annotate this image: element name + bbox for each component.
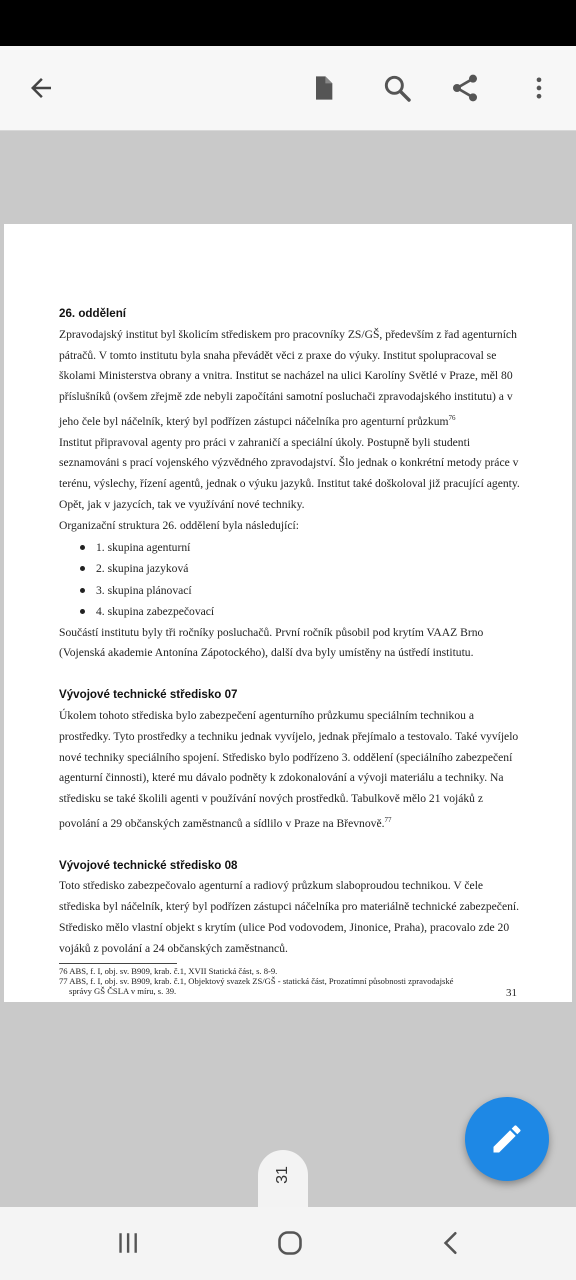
section-heading: Vývojové technické středisko 07 <box>59 688 238 702</box>
paragraph-line: školami Ministerstva obrany a vnitra. Institut se nacházel na ulici Karolíny Světlé v Praze, měl 80 <box>59 369 513 383</box>
list-item <box>80 558 524 580</box>
paragraph-line: seznamováni s prací vojenského výzvědného zpravodajství. Šlo jednak o konkrétní metody práce v <box>59 456 519 470</box>
document-page <box>4 224 572 1002</box>
search-icon <box>381 72 413 104</box>
paragraph-line: prostředky. Tyto prostředky a techniku jednak vyvíjelo, jednak přejímalo a testovalo. Také vyvíjelo <box>59 729 519 743</box>
page-content <box>59 304 524 996</box>
paragraph-line: nové techniky speciálního spojení. Středisko bylo podřízeno 3. oddělení (speciálního zabezpečení <box>59 750 513 764</box>
footnote-ref: 76 <box>448 413 456 422</box>
page-number: 31 <box>506 987 517 999</box>
share-button[interactable] <box>441 64 489 112</box>
paragraph-line <box>59 408 524 433</box>
footnote-ref: 77 <box>384 816 392 824</box>
bullet-icon <box>80 609 85 614</box>
page-indicator[interactable] <box>258 1150 308 1210</box>
edit-fab-button[interactable] <box>465 1097 549 1181</box>
page-indicator-label: 31 <box>273 1166 291 1184</box>
section-heading: Vývojové technické středisko 08 <box>59 858 238 872</box>
list-item-label: 3. skupina plánovací <box>96 583 192 597</box>
paragraph-line: střediska byl náčelník, který byl podřízen zástupci náčelníka pro materiálně technické zabezpečení. <box>59 900 520 914</box>
list-item-label: 1. skupina agenturní <box>96 540 191 554</box>
paragraph-line: Toto středisko zabezpečovalo agenturní a radiový průzkum slaboproudou technikou. V čele <box>59 879 484 893</box>
search-button[interactable] <box>373 64 421 112</box>
section-heading: 26. oddělení <box>59 307 127 320</box>
footnote: 77 ABS, f. I, obj. sv. B909, krab. č.1, Objektový svazek ZS/GŠ - statická část, Prozatímní působnosti zpravodajské <box>59 975 454 986</box>
arrow-left-icon <box>26 73 56 103</box>
document-info-button[interactable] <box>299 64 347 112</box>
home-icon <box>276 1229 304 1257</box>
bullet-icon <box>80 566 85 571</box>
paragraph-line: Úkolem tohoto střediska bylo zabezpečení agenturního průzkumu speciálním technikou a <box>59 709 474 723</box>
document-icon <box>309 74 337 102</box>
back-nav-button[interactable] <box>421 1225 481 1261</box>
status-bar <box>0 0 576 46</box>
paragraph-line: Součástí institutu byly tři ročníky posluchačů. První ročník působil pod krytím VAAZ Brno <box>59 625 484 639</box>
paragraph-line: Zpravodajský institut byl školicím střediskem pro pracovníky ZS/GŠ, především z řad agenturních <box>59 327 517 341</box>
paragraph-line: Institut připravoval agenty pro práci v zahraničí a speciální úkoly. Postupně byli studenti <box>59 435 471 449</box>
app-toolbar <box>0 46 576 131</box>
document-viewer[interactable] <box>0 131 576 1207</box>
recent-apps-button[interactable] <box>98 1225 158 1261</box>
footnote: 76 ABS, f. I, obj. sv. B909, krab. č.1, XVII Statická část, s. 8-9. <box>59 965 278 976</box>
list-item-label: 4. skupina zabezpečovací <box>96 605 215 619</box>
back-chevron-icon <box>438 1230 464 1256</box>
paragraph-line: příslušníků (ovšem zřejmě zde nebyli započítáni samotní posluchači zpravodajského institutu) a v <box>59 390 513 404</box>
line-text: povolání a 29 občanských zaměstnanců a sídlilo v Praze na Břevnově. <box>59 816 385 830</box>
paragraph-line: (Vojenská akademie Antonína Zápotockého), další dva byly umístěny na ústředí institutu. <box>59 646 474 660</box>
paragraph-line: středisku se také školili agenti v používání nových prostředků. Tabulkově mělo 21 vojáků z <box>59 792 483 806</box>
more-vert-icon <box>525 74 553 102</box>
list-item <box>80 537 524 559</box>
list-item-label: 2. skupina jazyková <box>96 562 189 576</box>
back-button[interactable] <box>17 64 65 112</box>
paragraph-line: vojáků z povolání a 24 občanských zaměstnanců. <box>59 941 288 955</box>
line-text: jeho čele byl náčelník, který byl podřízen zástupci náčelníka pro agenturní průzkum <box>59 414 449 428</box>
footnote-divider <box>59 963 177 964</box>
org-structure-list <box>59 537 524 623</box>
paragraph-line: Středisko mělo vlastní objekt s krytím (ulice Pod vodovodem, Jinonice, Praha), pracovalo zde 20 <box>59 921 510 935</box>
paragraph-line <box>59 810 524 835</box>
list-item <box>80 580 524 602</box>
recent-apps-icon <box>115 1230 141 1256</box>
paragraph-line: Organizační struktura 26. oddělení byla následující: <box>59 518 299 532</box>
home-button[interactable] <box>260 1225 320 1261</box>
edit-pencil-icon <box>489 1121 525 1157</box>
paragraph-line: Opět, jak v jazycích, tak ve využívání nové techniky. <box>59 498 305 512</box>
paragraph-line: pátračů. V tomto institutu byla snaha převádět věci z praxe do výuky. Institut spolupracoval se <box>59 348 497 362</box>
bullet-icon <box>80 588 85 593</box>
paragraph-line: terénu, výslechy, řízení agentů, jednak o výuku jazyků. Institut také doškoloval již pracující agenty. <box>59 477 520 491</box>
system-nav-bar <box>0 1207 576 1280</box>
list-item <box>80 601 524 623</box>
more-options-button[interactable] <box>515 64 563 112</box>
share-icon <box>449 72 481 104</box>
paragraph-line: agenturní činnosti), které mu dávalo podněty k zdokonalování a vývoji materiálu a techniky. Na <box>59 771 504 785</box>
bullet-icon <box>80 545 85 550</box>
footnote: správy GŠ ČSLA v míru, s. 39. <box>69 985 177 996</box>
